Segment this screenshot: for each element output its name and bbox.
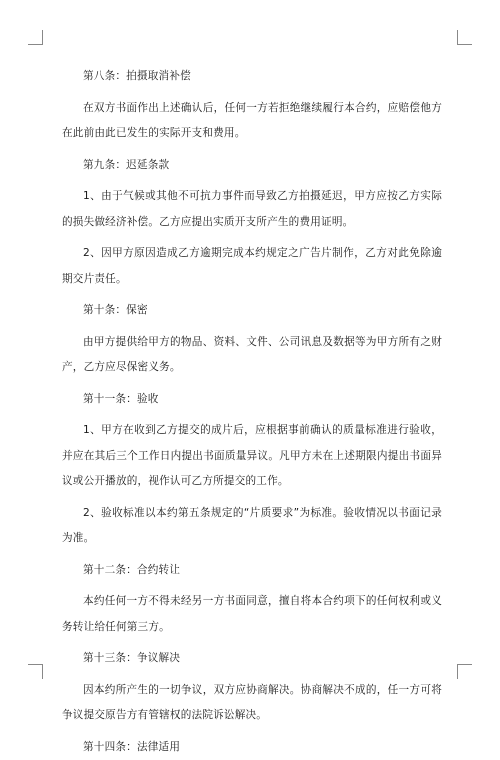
crop-mark-top-right xyxy=(457,30,472,45)
section-heading: 第十条：保密 xyxy=(62,298,442,324)
crop-mark-bottom-left xyxy=(28,664,43,679)
section-heading: 第九条：迟延条款 xyxy=(62,153,442,179)
section-heading: 第十三条：争议解决 xyxy=(62,646,442,672)
crop-mark-top-left xyxy=(28,30,43,45)
paragraph: 2、验收标准以本约第五条规定的“片质要求”为标准。验收情况以书面记录为准。 xyxy=(62,501,442,552)
section-heading: 第十一条：验收 xyxy=(62,387,442,413)
section-heading: 第十四条：法律适用 xyxy=(62,735,442,760)
document-body xyxy=(62,64,442,760)
paragraph: 本约任何一方不得未经另一方书面同意，擅自将本合约项下的任何权利或义务转让给任何第三方。 xyxy=(62,589,442,640)
paragraph: 2、因甲方原因造成乙方逾期完成本约规定之广告片制作，乙方对此免除逾期交片责任。 xyxy=(62,241,442,292)
paragraph: 1、甲方在收到乙方提交的成片后，应根据事前确认的质量标准进行验收，并应在其后三个工作日内提出书面质量异议。凡甲方未在上述期限内提出书面异议或公开播放的，视作认可乙方所提交的工作。 xyxy=(62,418,442,495)
paragraph: 1、由于气候或其他不可抗力事件而导致乙方拍摄延迟，甲方应按乙方实际的损失做经济补偿。乙方应提出实质开支所产生的费用证明。 xyxy=(62,184,442,235)
section-heading: 第八条：拍摄取消补偿 xyxy=(62,64,442,90)
section-heading: 第十二条：合约转让 xyxy=(62,558,442,584)
paragraph: 由甲方提供给甲方的物品、资料、文件、公司讯息及数据等为甲方所有之财产，乙方应尽保密义务。 xyxy=(62,330,442,381)
paragraph: 在双方书面作出上述确认后，任何一方若拒绝继续履行本合约，应赔偿他方在此前由此已发生的实际开支和费用。 xyxy=(62,96,442,147)
paragraph: 因本约所产生的一切争议，双方应协商解决。协商解决不成的，任一方可将争议提交原告方有管辖权的法院诉讼解决。 xyxy=(62,678,442,729)
crop-mark-bottom-right xyxy=(457,664,472,679)
